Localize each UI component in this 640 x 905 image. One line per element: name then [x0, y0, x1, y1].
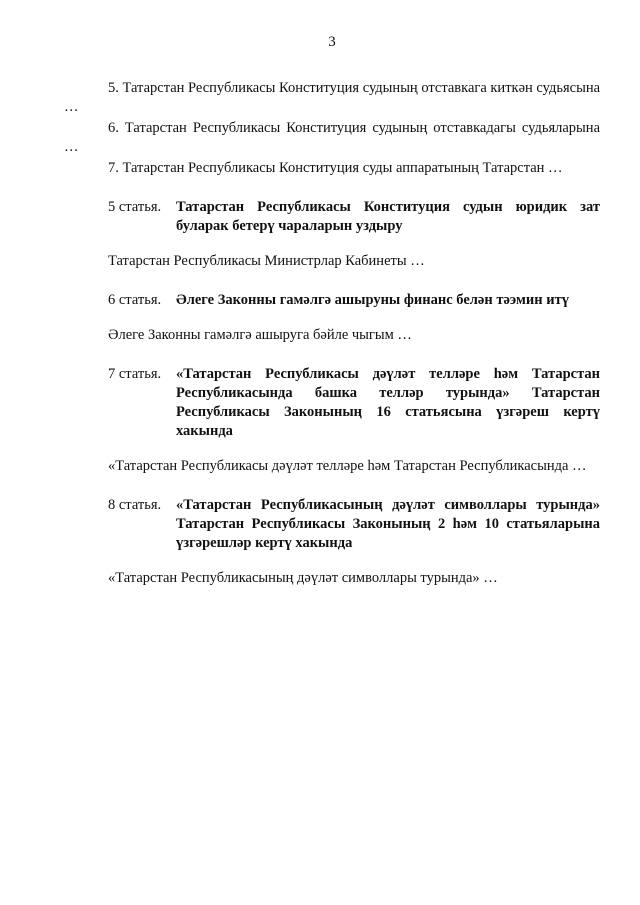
article-6-body: Әлеге Законны гамәлгә ашыруга бәйле чыгым …	[108, 327, 412, 343]
article-label: 5 статья.	[108, 199, 162, 215]
article-title: Әлеге Законны гамәлгә ашыруны финанс белән тәэмин итү	[176, 292, 569, 308]
article-title: «Татарстан Республикасының дәүләт символлары турында» Татарстан Республикасы Законының 2 һәм 10 статьяларына үзгәрешләр кертү хакында	[176, 497, 600, 551]
paragraph-top-1: 5. Татарстан Республикасы Конституция судының отставкага киткән судьясына …	[64, 80, 601, 115]
article-label: 8 статья.	[108, 497, 162, 513]
article-7-heading	[64, 365, 600, 441]
article-5-body: Татарстан Республикасы Министрлар Кабинеты …	[108, 253, 425, 269]
paragraph-top-2: 6. Татарстан Республикасы Конституция судының отставкадагы судьяларына …	[64, 120, 600, 155]
article-8-heading	[64, 496, 600, 553]
article-label: 6 статья.	[108, 292, 162, 308]
article-5-heading	[64, 198, 600, 236]
article-6-heading	[64, 291, 600, 310]
paragraph-top-3: 7. Татарстан Республикасы Конституция суды аппаратының Татарстан …	[108, 160, 563, 176]
article-7-body: «Татарстан Республикасы дәүләт телләре һәм Татарстан Республикасында …	[108, 458, 587, 474]
article-title: Татарстан Республикасы Конституция судын юридик зат буларак бетерү чараларын уздыру	[176, 199, 600, 234]
page-number: 3	[328, 34, 336, 50]
article-label: 7 статья.	[108, 366, 162, 382]
article-title: «Татарстан Республикасы дәүләт телләре һәм Татарстан Республикасында башка телләр турында» Татарстан Республикасы Законының 16 статьясына үзгәреш кертү хакында	[176, 366, 600, 439]
article-8-body: «Татарстан Республикасының дәүләт символлары турында» …	[108, 570, 498, 586]
